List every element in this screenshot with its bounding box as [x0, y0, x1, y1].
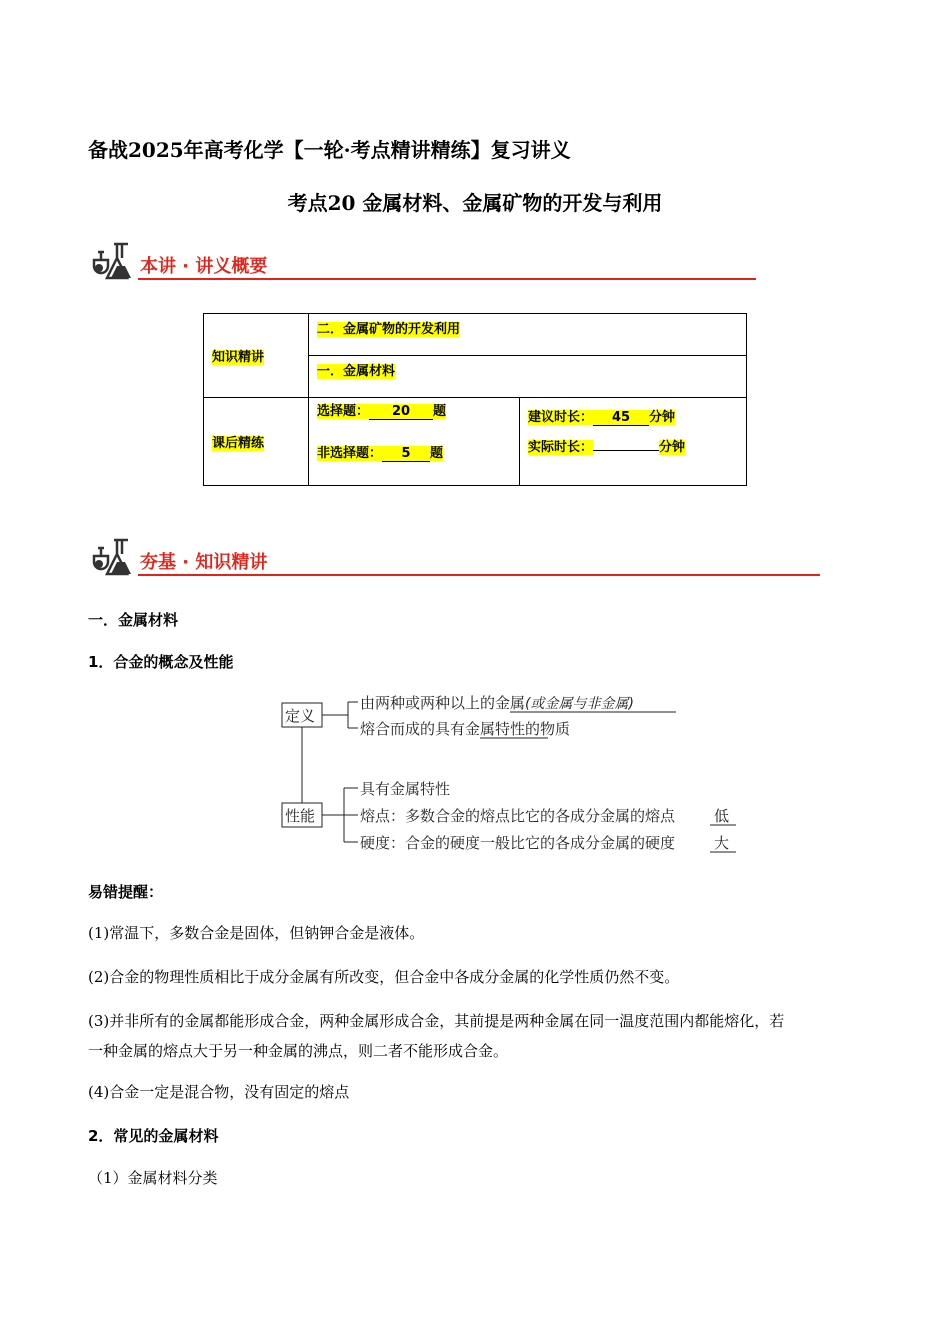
hardness-answer: 大: [714, 834, 730, 852]
section-banner-knowledge: [88, 534, 828, 584]
heading-alloy-concept: 1．合金的概念及性能: [88, 653, 234, 671]
definition-line-2: 熔合而成的具有金属特性的物质: [360, 720, 571, 738]
actual-time-blank: [593, 450, 659, 451]
overview-table: [203, 313, 747, 486]
tips-title: 易错提醒：: [88, 883, 164, 901]
row-label-knowledge: 知识精讲: [204, 314, 309, 398]
suggested-time: 45: [593, 410, 649, 426]
row-label-practice: 课后精练: [204, 398, 309, 486]
time-info: 建议时长： 45 分钟 实际时长： 分钟: [520, 398, 747, 486]
outline-item: 二．金属矿物的开发利用: [309, 314, 747, 356]
properties-box-label: 性能: [285, 807, 316, 825]
section-label: 夯基 · 知识精讲: [140, 552, 268, 573]
tip-4: (4)合金一定是混合物，没有固定的熔点: [88, 1083, 350, 1101]
property-hardness: 硬度：合金的硬度一般比它的各成分金属的硬度: [360, 834, 676, 852]
property-melting-point: 熔点：多数合金的熔点比它的各成分金属的熔点: [360, 807, 676, 825]
outline-item: 一．金属材料: [309, 356, 747, 398]
section-divider: [138, 278, 756, 280]
document-title: 备战2025年高考化学【一轮·考点精讲精练】复习讲义: [88, 138, 571, 162]
section-label: 本讲 · 讲义概要: [140, 256, 268, 277]
question-counts: 选择题： 20 题 非选择题： 5 题: [309, 398, 520, 486]
subheading-classification: （1）金属材料分类: [88, 1169, 218, 1187]
definition-box-label: 定义: [285, 707, 316, 725]
tip-1: (1)常温下，多数合金是固体，但钠钾合金是液体。: [88, 924, 425, 942]
tip-3-line-2: 一种金属的熔点大于另一种金属的沸点，则二者不能形成合金。: [88, 1042, 509, 1060]
tip-2: (2)合金的物理性质相比于成分金属有所改变，但合金中各成分金属的化学性质仍然不变。: [88, 968, 680, 986]
section-divider: [138, 574, 820, 576]
lab-flask-icon: [88, 534, 136, 582]
choice-count: 20: [369, 404, 433, 420]
heading-metal-materials: 一．金属材料: [88, 611, 179, 629]
section-banner-overview: [88, 238, 758, 288]
melting-point-answer: 低: [714, 807, 730, 825]
property-metallic: 具有金属特性: [360, 780, 451, 798]
heading-common-metal-materials: 2．常见的金属材料: [88, 1127, 219, 1145]
nonchoice-count: 5: [382, 446, 430, 462]
topic-title: 考点20 金属材料、金属矿物的开发与利用: [287, 191, 663, 215]
tip-3-line-1: (3)并非所有的金属都能形成合金，两种金属形成合金，其前提是两种金属在同一温度范围内都能熔化，若: [88, 1012, 785, 1030]
definition-line-1: 由两种或两种以上的金属(或金属与非金属): [360, 694, 634, 712]
lab-flask-icon: [88, 238, 136, 286]
alloy-concept-diagram: [270, 688, 750, 860]
